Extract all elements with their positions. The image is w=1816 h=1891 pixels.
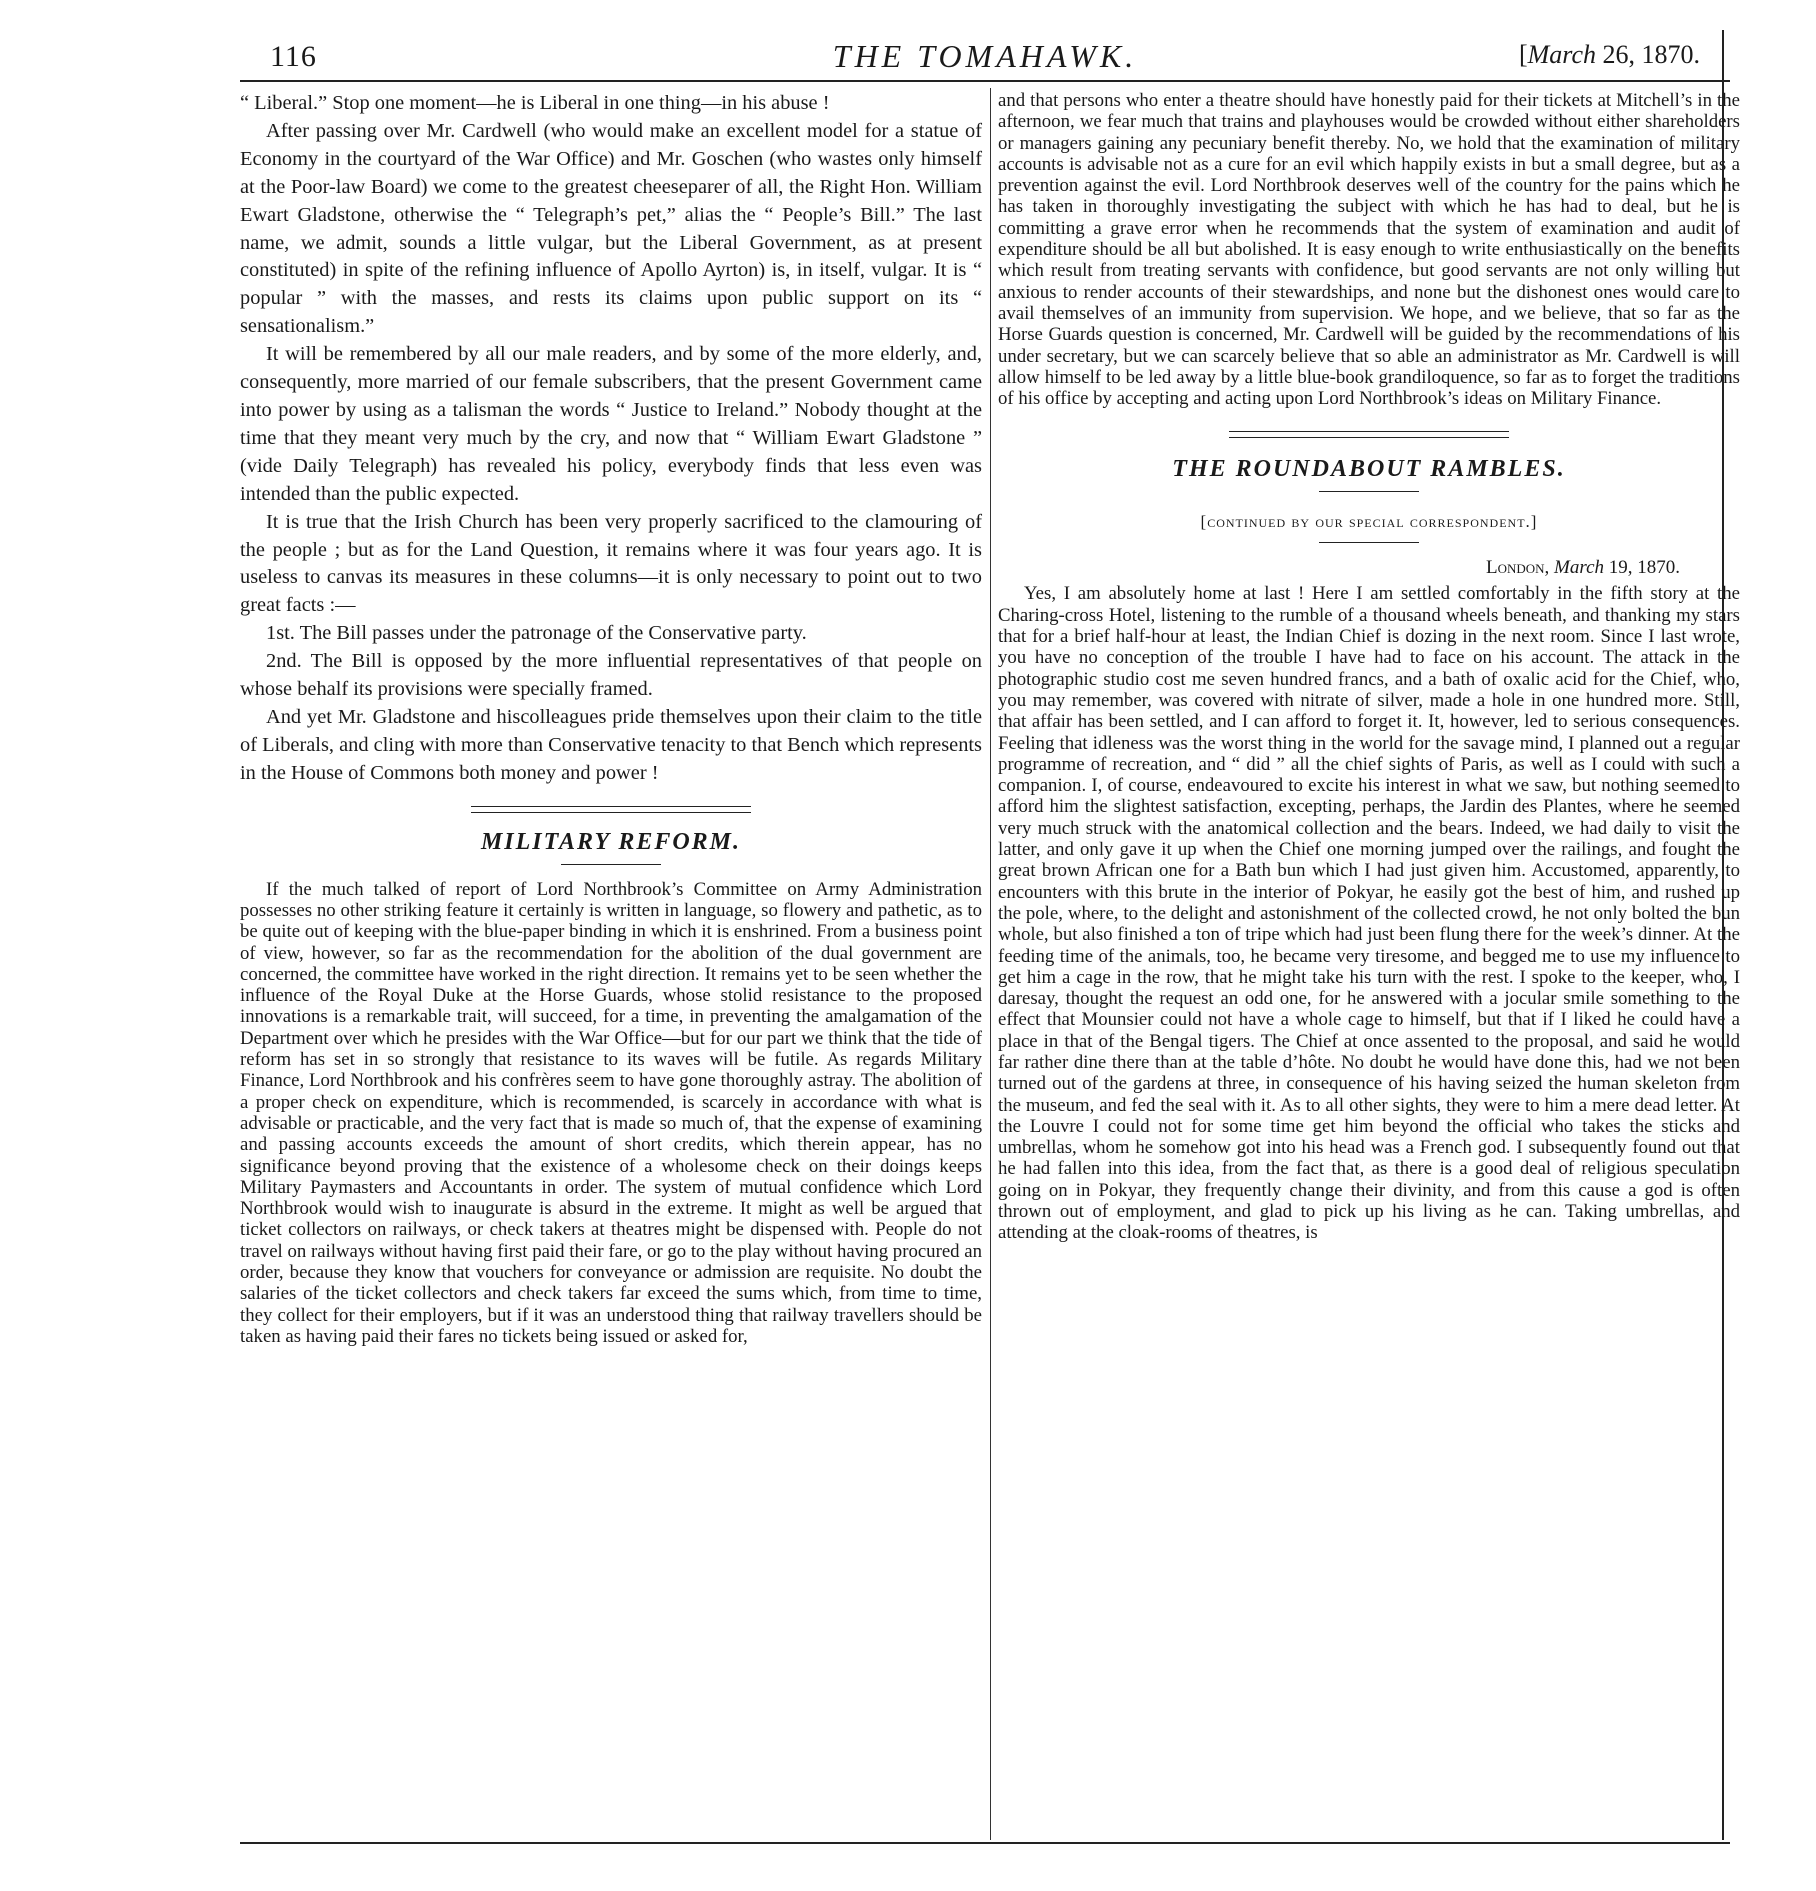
- page-header: [240, 30, 1730, 86]
- section-separator-rule: [471, 806, 751, 813]
- issue-date-month: March: [1527, 40, 1596, 69]
- issue-date: [1519, 40, 1700, 70]
- military-reform-continuation: and that persons who enter a theatre should have honestly paid for their tickets at Mitchell’s in the afternoon, we fear much that trains and playhouses would be crowded without either shareholders or managers gaining any pecuniary benefit thereby. No, we hold that the examination of military accounts is advisable not as a cure for an evil which happily exists in but a small degree, but as a prevention against the evil. Lord Northbrook deserves well of the country for the pains which he has taken in thoroughly investigating the subject with which he has had to deal, but he is committing a grave error when he recommends that the system of examination and audit of expenditure should be all but abolished. It is easy enough to write enthusiastically on the benefits which result from treating servants with confidence, but good servants are not only willing but anxious to render accounts of their stewardships, and none but the dishonest ones would care to avail themselves of an immunity from supervision. We hope, and we believe, that so far as the Horse Guards question is concerned, Mr. Cardwell will be guided by the recommendations of his under secretary, but we can scarcely believe that so able an administrator as Mr. Cardwell is will allow himself to be led away by a little blue-book grandiloquence, so far as to forget the traditions of his office by accepting and acting upon Lord Northbrook’s ideas on Military Finance.: [998, 90, 1740, 410]
- newspaper-page: [240, 30, 1740, 1870]
- paragraph-justice-to-ireland: It will be remembered by all our male readers, and by some of the more elderly, and, consequently, more married of our female subscribers, that the present Government came into power by using as a talisman the words “ Justice to Ireland.” Nobody thought at the time that they meant very much by the cry, and now that “ William Ewart Gladstone ” (vide Daily Telegraph) has revealed his policy, everybody finds that less even was intended than the public expected.: [240, 343, 982, 505]
- military-reform-body: If the much talked of report of Lord Northbrook’s Committee on Army Administration possesses no other striking feature it certainly is written in language, so flowery and pathetic, as to be quite out of keeping with the blue-paper binding in which it is enshrined. From a business point of view, however, so far as the recommendation for the abolition of the dual government are concerned, the committee have worked in the right direction. It remains yet to be seen whether the influence of the Royal Duke at the Horse Guards, whose stolid resistance to the proposed innovations is a remarkable trait, will succeed, for a time, in preventing the amalgamation of the Department over which he presides with the War Office—but for our part we think that the tide of reform has set in so strongly that resistance to its waves will be futile. As regards Military Finance, Lord Northbrook and his confrères seem to have gone thoroughly astray. The abolition of a proper check on expenditure, which is recommended, is scarcely in accordance with what is advisable or practicable, and the very fact that is made so much of, that the expense of examining and passing accounts exceeds the amount of short credits, which therein appear, has no significance beyond proving that the existence of a wholesome check on their doings keeps Military Paymasters and Accountants in order. The system of mutual confidence which Lord Northbrook would wish to inaugurate is absurd in the extreme. It might as well be argued that ticket collectors on railways, or check takers at theatres might be dispensed with. People do not travel on railways without having first paid their fare, or go to the play without having procured an order, because they know that vouchers for conveyance or admission are requisite. No doubt the salaries of the ticket collectors and check takers far exceed the sums which, from time to time, they collect for their employers, but if it was an understood thing that railway travellers should be taken as having paid their fares no tickets being issued or asked for,: [240, 878, 982, 1347]
- dateline: [998, 557, 1740, 579]
- dateline-rest: 19, 1870.: [1604, 557, 1680, 579]
- header-rule: [240, 80, 1730, 82]
- right-column: [998, 90, 1740, 1244]
- issue-date-bracket: [: [1518, 40, 1528, 69]
- page-number: 116: [270, 40, 317, 73]
- page-bottom-border: [240, 1842, 1730, 1844]
- section-title-military-reform: MILITARY REFORM.: [480, 828, 742, 855]
- paragraph-cheeseparer: After passing over Mr. Cardwell (who would make an excellent model for a statue of Economy in the courtyard of the War Office) and Mr. Goschen (who wastes only himself at the Poor-law Board) we come to the greatest cheeseparer of all, the Right Hon. William Ewart Gladstone, otherwise the “ Telegraph’s pet,” alias the “ People’s Bill.” The last name, we admit, sounds a little vulgar, but the Liberal Government, as at present constituted) in spite of the refining influence of Apollo Ayrton) is, in itself, vulgar. It is “ popular ” with the masses, and rests its claims upon public support on its “ sensationalism.”: [240, 119, 982, 338]
- paragraph-first-fact: 1st. The Bill passes under the patronage of the Conservative party.: [266, 622, 807, 645]
- paragraph-irish-church: It is true that the Irish Church has been very properly sacrificed to the clamouring of the people ; but as for the Land Question, it remains where it was four years ago. It is useless to canvas its measures in these columns—it is only necessary to point out to two great facts :—: [240, 510, 982, 617]
- section-title-roundabout-rambles: THE ROUNDABOUT RAMBLES.: [1172, 456, 1566, 483]
- paragraph-closing-liberals: And yet Mr. Gladstone and hiscolleagues pride themselves upon their claim to the title of Liberals, and cling with more than Conservative tenacity to that Bench which represents in the House of Commons both money and power !: [240, 705, 982, 784]
- roundabout-rambles-body: Yes, I am absolutely home at last ! Here I am settled comfortably in the fifth story at the Charing-cross Hotel, listening to the rumble of a thousand wheels beneath, and thanking my stars that for a brief half-hour at least, the Indian Chief is dozing in the next room. Since I last wrote, you have no conception of the trouble I have had to face on his account. The attack in the photographic studio cost me seven hundred francs, and a bath of oxalic acid for the Chief, who, you may remember, was covered with nitrate of silver, made a hole in one hundred more. Still, that affair has been settled, and I can afford to forget it. It, however, led to serious consequences. Feeling that idleness was the worst thing in the world for the savage mind, I planned out a regular programme of recreation, and “ did ” all the chief sights of Paris, as well as I could with such a companion. I, of course, endeavoured to excite his interest in what we saw, but nothing seemed to afford him the slightest satisfaction, excepting, perhaps, the Jardin des Plantes, where he seemed very much struck with the anatomical collection and the bears. Indeed, we had daily to visit the latter, and only gave it up when the Chief one morning jumped over the railings, and fought the great brown African one for a Bath bun which I had just given him. Accustomed, apparently, to encounters with this brute in the interior of Pokyar, he easily got the best of him, and rushed up the pole, where, to the delight and astonishment of the collected crowd, he not only bolted the bun whole, but also finished a ton of tripe which had just been flung there for the week’s dinner. At the feeding time of the animals, too, he became very tiresome, and begged me to use my influence to get him a cage in the row, that he might take his turn with the rest. I spoke to the keeper, who, I daresay, thought the request an odd one, for he answered with a jocular smile something to the effect that Mounsier could not have a whole cage to himself, but that if I liked he could have a place in that of the Bengal tigers. The Chief at once assented to the proposal, and said he would far rather dine there than at the table d’hôte. No doubt he would have done this, had we not been turned out of the gardens at three, in consequence of his having seized the human skeleton from the museum, and fed the seal with it. As to all other sights, they were to him a mere dead letter. At the Louvre I could not for some time get him beyond the official who takes the sticks and umbrellas, whom he somehow got into his head was a French god. I subsequently found out that he had fallen into this idea, from the fact that, as there is a good deal of religious speculation going on in Pokyar, they frequently change their divinity, and from this cause a god is often thrown out of employment, and glad to pick up his living as he can. Taking umbrellas, and attending at the cloak-rooms of theatres, is: [998, 583, 1740, 1244]
- paragraph-liberal-abuse: “ Liberal.” Stop one moment—he is Liberal in one thing—in his abuse !: [240, 92, 830, 114]
- dateline-place: London,: [1486, 557, 1555, 579]
- dateline-month: March: [1554, 557, 1604, 579]
- left-column: [240, 90, 982, 1347]
- issue-date-rest: 26, 1870.: [1596, 40, 1700, 69]
- correspondent-subtitle: [continued by our special correspondent.]: [1200, 512, 1538, 532]
- column-divider: [990, 88, 991, 1840]
- masthead-title: THE TOMAHAWK.: [832, 38, 1138, 74]
- paragraph-second-fact: 2nd. The Bill is opposed by the more influential representatives of that people on whose behalf its provisions were specially framed.: [240, 650, 982, 701]
- section-separator-rule: [1229, 431, 1509, 438]
